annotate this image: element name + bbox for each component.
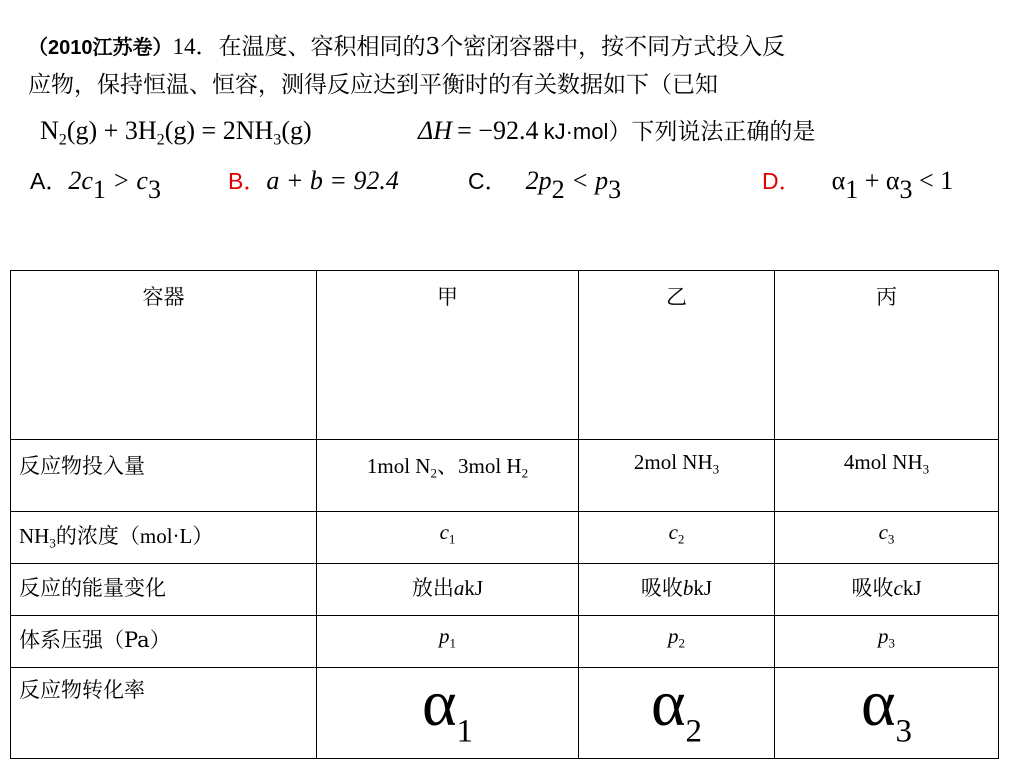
reactant-jia-b: 、3mol H	[437, 454, 522, 478]
option-d	[762, 166, 954, 205]
enthalpy	[418, 116, 815, 147]
row-label-pressure: 体系压强（Pa）	[11, 616, 317, 668]
option-d-rest: < 1	[912, 166, 954, 195]
conversion-yi	[650, 667, 703, 750]
question-text-2: 应物，保持恒温、恒容，测得反应达到平衡时的有关数据如下（已知	[28, 72, 718, 98]
cell-pressure-jia	[317, 616, 579, 668]
pressure-bing-sub: 3	[888, 635, 895, 651]
row-label-concentration	[11, 512, 317, 564]
energy-bing-unit: kJ	[902, 576, 922, 600]
cell-conversion-yi	[579, 668, 775, 759]
question-number: 14．	[172, 34, 219, 59]
energy-bing-var: c	[893, 576, 903, 600]
conversion-bing-var: α	[860, 667, 896, 740]
reaction-n-state: (g)	[66, 116, 98, 145]
conc-label-sub: 3	[49, 535, 56, 551]
option-c-label: C．	[468, 168, 508, 194]
reaction-nh-sub: 3	[273, 131, 282, 149]
table-row-reactants	[11, 440, 999, 512]
pressure-jia-sub: 1	[449, 635, 456, 651]
option-d-sub2: 3	[899, 175, 913, 205]
energy-jia-var: a	[453, 576, 465, 600]
cell-conversion-bing	[775, 668, 999, 759]
table-row-pressure	[11, 616, 999, 668]
option-d-label: D．	[762, 168, 802, 194]
conc-yi-sub: 2	[677, 531, 685, 547]
enthalpy-value: = −92.4	[457, 116, 539, 145]
reaction-h-sub: 2	[156, 131, 165, 149]
reactant-yi-a-sub: 3	[712, 461, 720, 477]
reaction-h-state: (g)	[164, 116, 196, 145]
cell-energy-bing	[775, 564, 999, 616]
table-header-row	[11, 271, 999, 440]
conc-bing-var: c	[878, 520, 888, 544]
question-ask: ）下列说法正确的是	[608, 119, 816, 145]
option-a-sub1: 1	[92, 175, 106, 205]
option-d-sub1: 1	[845, 175, 859, 205]
option-d-alpha1: α	[831, 166, 846, 195]
cell-energy-yi	[579, 564, 775, 616]
cell-pressure-bing	[775, 616, 999, 668]
conversion-bing-sub: 3	[895, 713, 913, 750]
conc-bing-sub: 3	[887, 531, 895, 547]
conc-label-post: 的浓度（mol·L）	[55, 524, 214, 548]
cell-reactant-yi	[579, 440, 775, 512]
pressure-jia-var: p	[438, 624, 450, 648]
option-c-sub2: 3	[608, 175, 622, 205]
pressure-bing-var: p	[877, 624, 889, 648]
row-label-reactants: 反应物投入量	[11, 440, 317, 512]
reactant-bing-a: 4mol NH	[843, 450, 923, 474]
header-jia: 甲	[317, 271, 579, 440]
cell-conc-yi	[579, 512, 775, 564]
conc-jia-sub: 1	[448, 531, 456, 547]
reaction-nh-state: (g)	[281, 116, 312, 145]
reaction-h: 3H	[124, 116, 157, 145]
cell-conc-jia	[317, 512, 579, 564]
energy-yi-var: b	[682, 576, 694, 600]
header-yi: 乙	[579, 271, 775, 440]
cell-conversion-jia	[317, 668, 579, 759]
conversion-jia-var: α	[421, 667, 457, 740]
option-b	[228, 166, 399, 196]
conc-jia-var: c	[439, 520, 449, 544]
option-d-plus: + α	[858, 166, 900, 195]
reaction-plus: +	[103, 116, 119, 145]
row-label-energy: 反应的能量变化	[11, 564, 317, 616]
option-a-pre: 2c	[68, 166, 93, 195]
conversion-jia	[421, 667, 474, 750]
pressure-yi-sub: 2	[678, 635, 685, 651]
table-row-concentration	[11, 512, 999, 564]
enthalpy-unit: kJ·mol	[543, 119, 609, 144]
reactant-yi-a: 2mol NH	[633, 450, 713, 474]
cell-conc-bing	[775, 512, 999, 564]
header-bing: 丙	[775, 271, 999, 440]
reactant-bing-a-sub: 3	[922, 461, 930, 477]
cell-reactant-bing	[775, 440, 999, 512]
enthalpy-symbol: ΔH	[418, 116, 453, 145]
option-b-expr: a + b = 92.4	[266, 166, 399, 195]
question-line-1	[28, 32, 785, 63]
data-table	[10, 270, 999, 759]
option-a-sub2: 3	[147, 175, 161, 205]
cell-energy-jia	[317, 564, 579, 616]
table-row-conversion	[11, 668, 999, 759]
reaction-n-sub: 2	[58, 131, 67, 149]
option-c-op: < p	[564, 166, 609, 195]
reaction-equals: =	[201, 116, 217, 145]
conc-label-pre: NH	[19, 524, 50, 548]
energy-yi-unit: kJ	[693, 576, 713, 600]
reactant-jia-b-sub: 2	[521, 465, 529, 481]
question-text-1: 在温度、容积相同的3个密闭容器中，按不同方式投入反	[218, 34, 786, 60]
conversion-yi-sub: 2	[685, 713, 703, 750]
question-line-2	[28, 70, 718, 100]
energy-bing-pre: 吸收	[851, 576, 894, 600]
cell-reactant-jia	[317, 440, 579, 512]
reactant-jia-a-sub: 2	[430, 465, 437, 481]
option-b-label: B．	[228, 168, 267, 194]
option-a	[30, 166, 161, 205]
option-c-sub1: 2	[551, 175, 565, 205]
header-container: 容器	[11, 271, 317, 440]
conversion-jia-sub: 1	[456, 713, 474, 750]
reaction-n: N	[40, 116, 59, 145]
option-a-label: A．	[30, 168, 69, 194]
energy-jia-pre: 放出	[411, 576, 454, 600]
reaction-nh: 2NH	[222, 116, 274, 145]
pressure-yi-var: p	[667, 624, 679, 648]
reaction-equation	[40, 116, 312, 149]
table-row-energy	[11, 564, 999, 616]
question-source: （2010江苏卷）	[28, 37, 173, 59]
conversion-yi-var: α	[650, 667, 686, 740]
energy-yi-pre: 吸收	[640, 576, 683, 600]
option-c-pre: 2p	[525, 166, 552, 195]
energy-jia-unit: kJ	[464, 576, 484, 600]
reactant-jia-a: 1mol N	[366, 454, 431, 478]
conc-yi-var: c	[668, 520, 678, 544]
row-label-conversion: 反应物转化率	[11, 668, 317, 759]
cell-pressure-yi	[579, 616, 775, 668]
option-a-op: > c	[105, 166, 148, 195]
option-c	[468, 166, 622, 205]
conversion-bing	[860, 667, 913, 750]
